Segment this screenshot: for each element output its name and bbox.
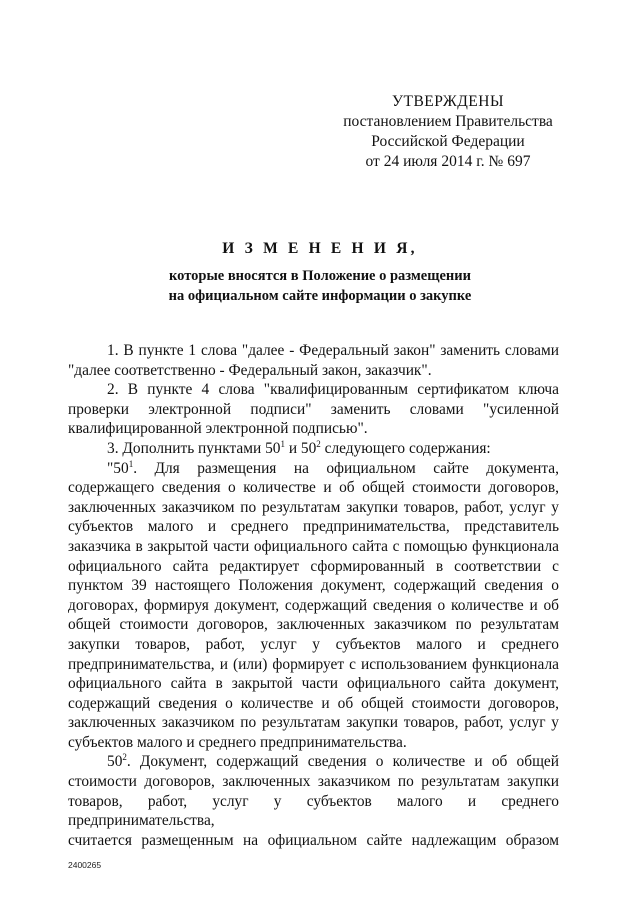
superscript: 1 (280, 438, 285, 449)
paragraph-5-line: считается размещенным на официальном сайте надлежащим образом (68, 831, 559, 849)
paragraph-4-line: заключенных заказчиком по результатам закупки товаров, работ, услуг у (68, 498, 559, 516)
paragraph-4-line: содержащий сведения о количестве и об общей стоимости договоров, (68, 694, 559, 712)
paragraph-5-line: стоимости договоров, заключенных заказчиком по результатам закупки (68, 773, 559, 791)
paragraph-4-line: субъектов малого и среднего предпринимательства, представитель (68, 518, 559, 536)
document-body (68, 341, 559, 850)
paragraph-4-line: общей стоимости договоров, заключенных заказчиком по результатам (68, 616, 559, 634)
approval-block (338, 92, 558, 172)
superscript: 2 (316, 438, 321, 449)
document-subtitle (0, 266, 640, 306)
superscript: 1 (128, 458, 134, 469)
superscript: 2 (122, 752, 127, 763)
paragraph-1-line: 1. В пункте 1 слова "далее - Федеральный закон" заменить словами (107, 342, 559, 359)
paragraph-4-line: закупки товаров, работ, услуг у субъектов малого и среднего (68, 635, 559, 653)
approval-line-resolution: постановлением Правительства (343, 113, 553, 130)
paragraph-4-first-line (68, 459, 559, 479)
paragraph-3-text: и 50 (284, 439, 317, 457)
document-title: И З М Е Н Е Н И Я, (222, 240, 418, 257)
paragraph-5-text: . Документ, содержащий сведения о количестве и об общей (126, 753, 559, 771)
paragraph-4-line: пунктом 39 настоящего Положения документ, содержащий сведения о (68, 577, 559, 595)
paragraph-5-text: 50 (107, 753, 123, 771)
paragraph-3 (68, 439, 559, 459)
document-code: 2400265 (68, 860, 102, 870)
paragraph-4-line: субъектов малого и среднего предпринимательства. (68, 733, 407, 751)
paragraph-1-line: "далее соответственно - Федеральный закон, заказчик". (68, 361, 432, 379)
approval-line-country: Российской Федерации (371, 133, 525, 150)
paragraph-4-line: официального сайта редактирует сформированный в соответствии с (68, 557, 559, 575)
paragraph-2-line: квалифицированной электронной подписью". (68, 420, 368, 438)
approval-heading: УТВЕРЖДЕНЫ (392, 93, 504, 110)
paragraph-5-first-line (68, 752, 559, 772)
paragraph-3-text: 3. Дополнить пунктами 50 (107, 439, 281, 457)
approval-line-date: от 24 июля 2014 г. № 697 (365, 153, 531, 170)
subtitle-line: на официальном сайте информации о закупке (168, 288, 472, 304)
paragraph-2-line: 2. В пункте 4 слова "квалифицированным сертификатом ключа (107, 381, 559, 399)
paragraph-5-line: товаров, работ, услуг у субъектов малого и среднего предпринимательства, (68, 792, 559, 830)
paragraph-2-line: проверки электронной подписи" заменить словами "усиленной (68, 400, 559, 418)
paragraph-3-text: следующего содержания: (320, 439, 491, 457)
paragraph-4-text: "50 (107, 459, 129, 477)
paragraph-4-text: . Для размещения на официальном сайте документа, (133, 459, 559, 477)
paragraph-4-line: заказчика в закрытой части официального сайта с помощью функционала (68, 537, 559, 555)
paragraph-4-line: официального сайта в закрытой части официального сайта документ, (68, 675, 559, 693)
paragraph-4-line: заключенных заказчиком по результатам закупки товаров, работ, услуг у (68, 714, 559, 732)
paragraph-4-line: содержащего сведения о количестве и об общей стоимости договоров, (68, 479, 559, 497)
paragraph-4-line: предпринимательства, и (или) формирует с использованием функционала (68, 655, 559, 673)
paragraph-4-line: договорах, формируя документ, содержащий сведения о количестве и об (68, 596, 559, 614)
subtitle-line: которые вносятся в Положение о размещении (169, 268, 471, 284)
